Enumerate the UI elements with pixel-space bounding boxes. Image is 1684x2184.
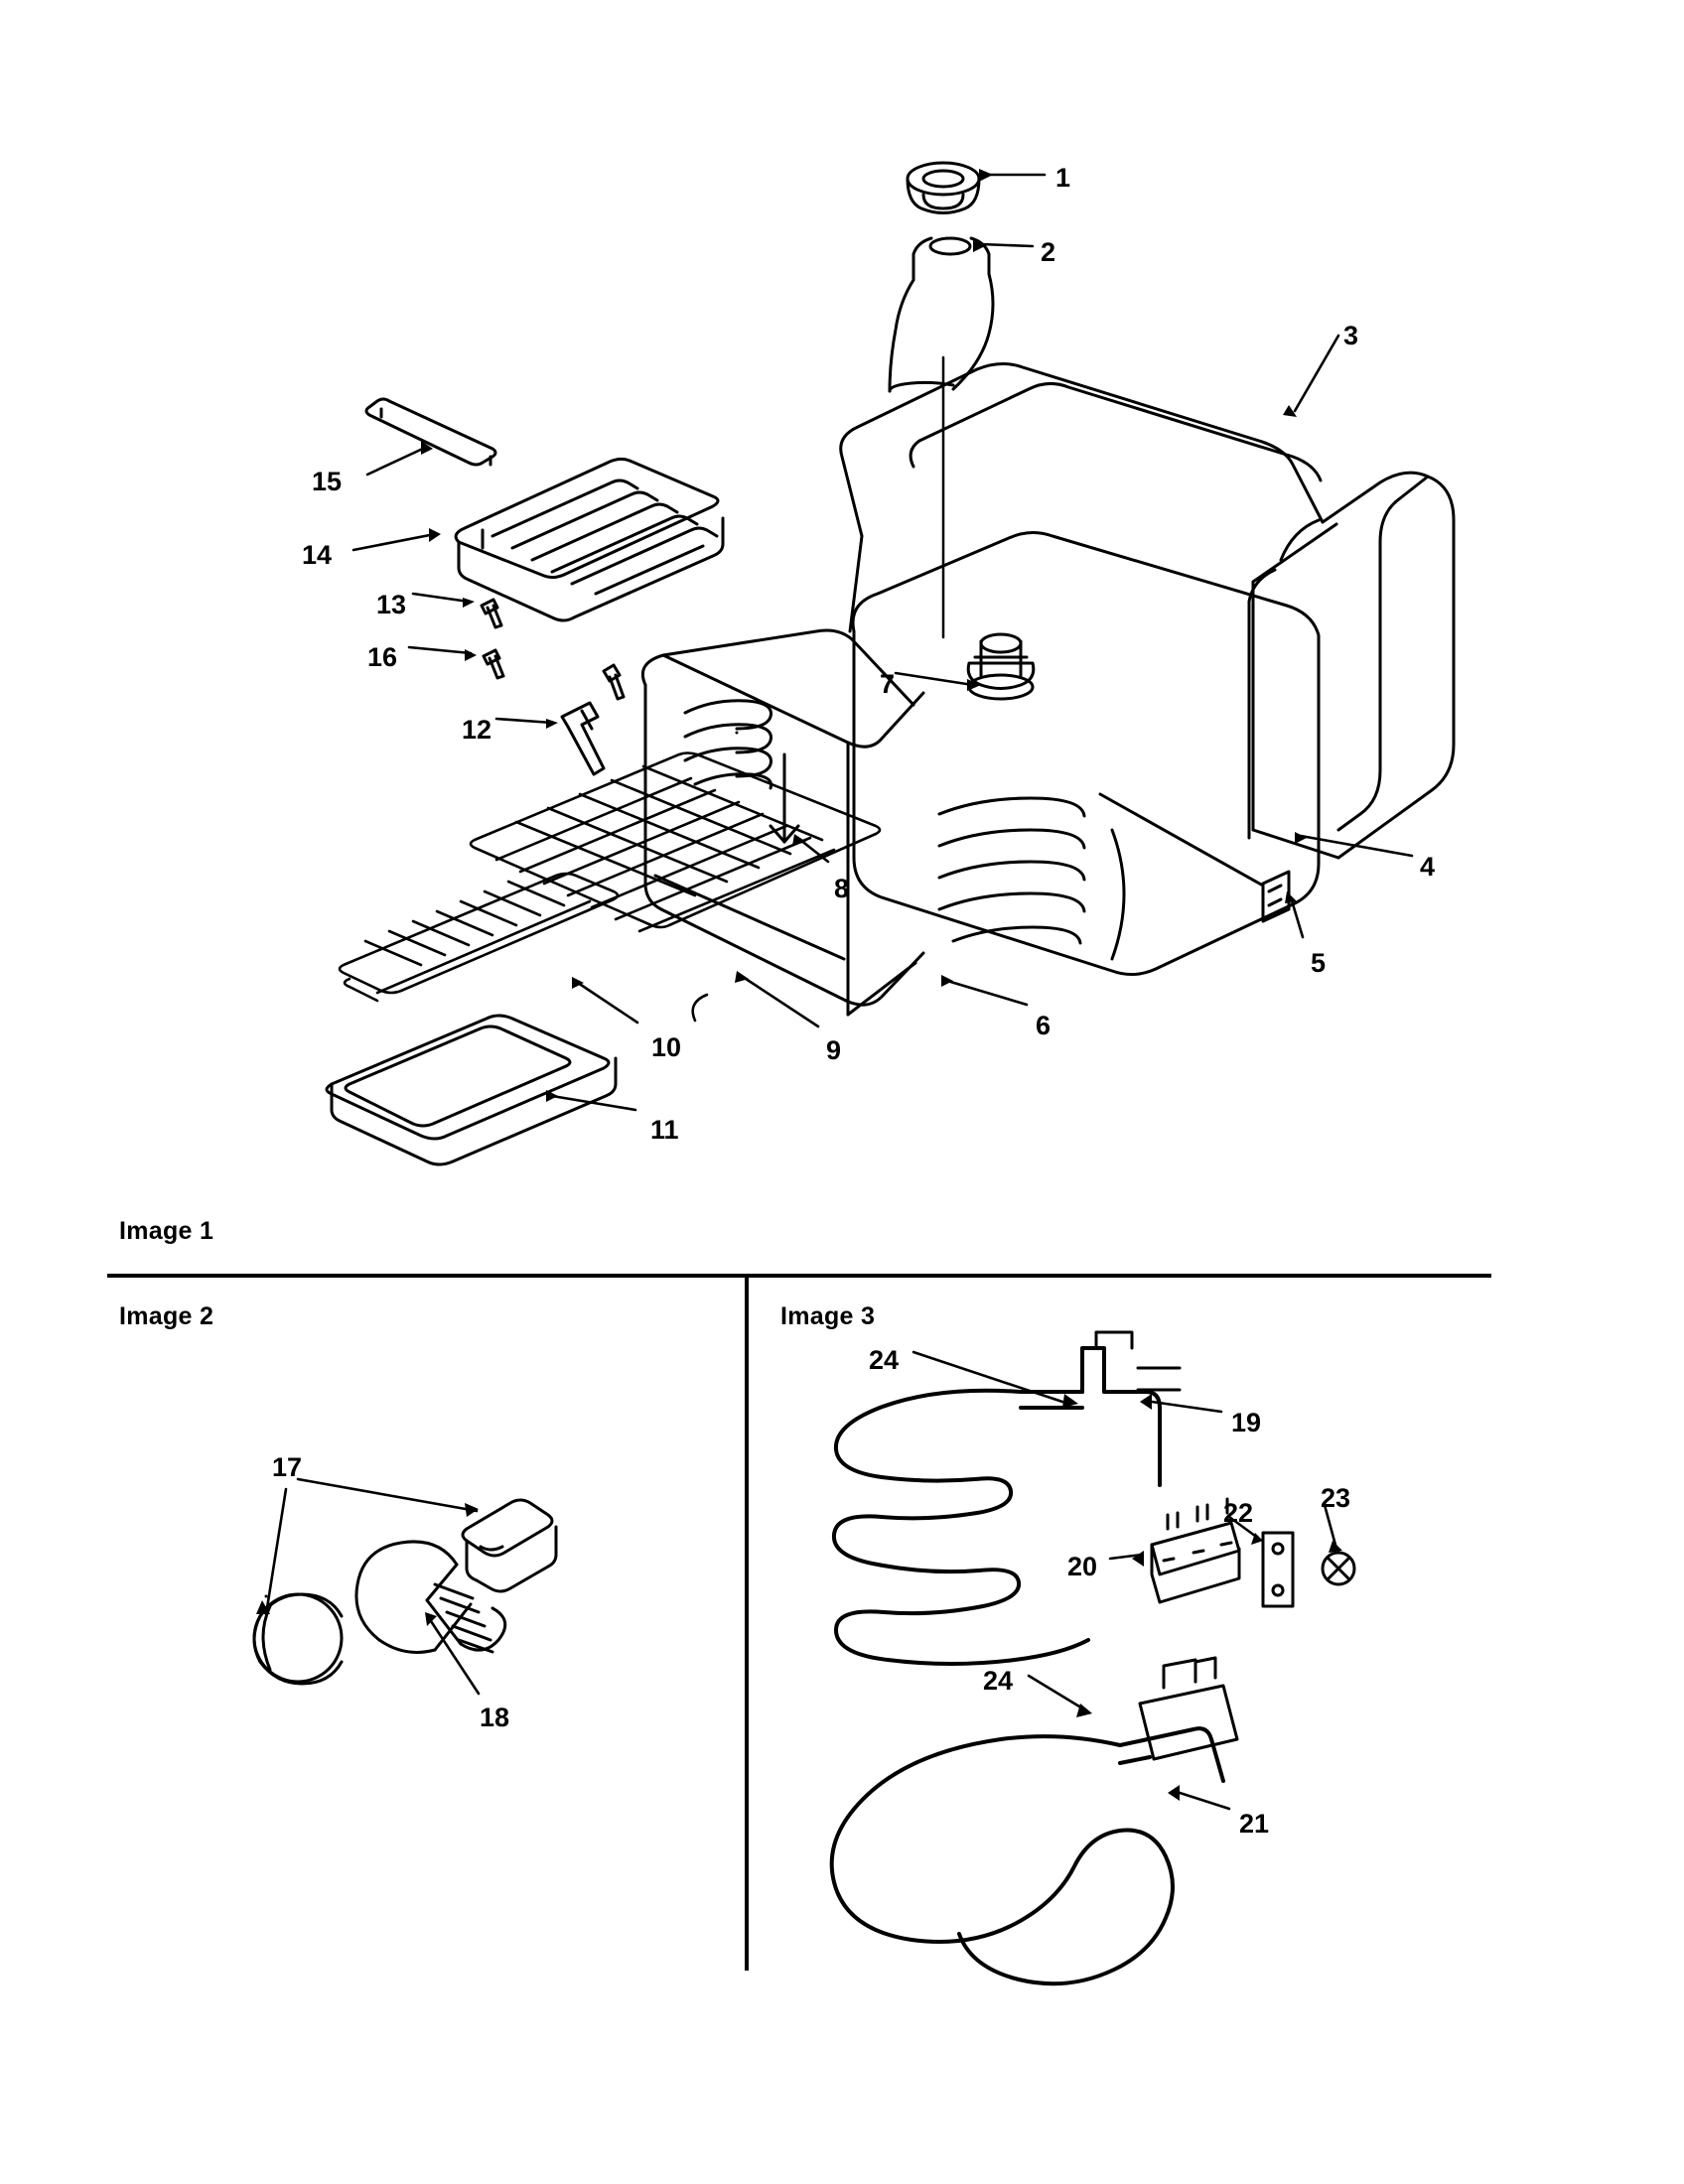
vent-cap-part [908,163,979,213]
bake-element-part [832,1728,1223,1983]
callout-20: 20 [1067,1552,1098,1581]
panel-label-image-3: Image 3 [780,1302,876,1330]
broil-element-part [834,1348,1160,1664]
element-nut-part [1323,1553,1354,1584]
callout-24-upper: 24 [869,1345,900,1375]
callout-4: 4 [1420,852,1436,882]
screw-parts [482,600,624,699]
callout-6: 6 [1036,1011,1052,1040]
broiler-handle-part [366,399,495,465]
callout-19: 19 [1231,1408,1262,1437]
callout-22: 22 [1223,1498,1254,1528]
callout-7: 7 [880,669,896,699]
broil-element-bracket [1096,1332,1180,1390]
leader-lines-panel1 [353,175,1412,1110]
interior-element-part [685,701,798,842]
callout-14: 14 [302,540,333,570]
arrowheads-panel1 [421,169,1307,1102]
callout-8: 8 [834,874,850,903]
callout-18: 18 [480,1703,510,1732]
callout-2: 2 [1041,237,1056,267]
broiler-grid-part [340,874,618,1001]
callout-21: 21 [1239,1809,1270,1839]
vent-tube-part [890,238,993,391]
lamp-lens-part [254,1594,342,1684]
mounting-bracket-part [1100,794,1289,921]
bake-element-bracket [1140,1658,1237,1759]
bracket-clip-part [562,703,604,774]
broiler-pan-part [327,1016,616,1164]
callout-11: 11 [650,1115,679,1145]
cavity-louvers [939,798,1084,943]
callout-1: 1 [1055,163,1071,193]
panel-label-image-2: Image 2 [119,1302,214,1330]
callout-10: 10 [651,1032,682,1062]
callout-5: 5 [1311,948,1327,978]
lamp-bulb-part [356,1542,505,1653]
leader-lines-panel2 [266,1479,479,1694]
callout-17: 17 [272,1452,303,1482]
callout-16: 16 [367,642,398,672]
callout-9: 9 [826,1035,842,1065]
panel-dividers [107,1276,1491,1971]
broiler-insert-part [456,459,723,620]
callout-13: 13 [376,590,407,619]
callout-15: 15 [312,467,343,496]
callout-23: 23 [1321,1483,1351,1513]
vent-outlet-part [968,634,1034,699]
lamp-socket-part [463,1500,556,1591]
leader-lines-panel3 [913,1352,1336,1809]
element-plate-part [1263,1533,1293,1606]
callout-24-lower: 24 [983,1666,1014,1696]
callout-12: 12 [462,715,492,745]
oven-rack-part [471,753,880,1022]
oven-cavity-part [853,532,1319,974]
callout-3: 3 [1343,321,1359,350]
panel-label-image-1: Image 1 [119,1217,214,1245]
oven-wrapper-part [841,363,1454,858]
